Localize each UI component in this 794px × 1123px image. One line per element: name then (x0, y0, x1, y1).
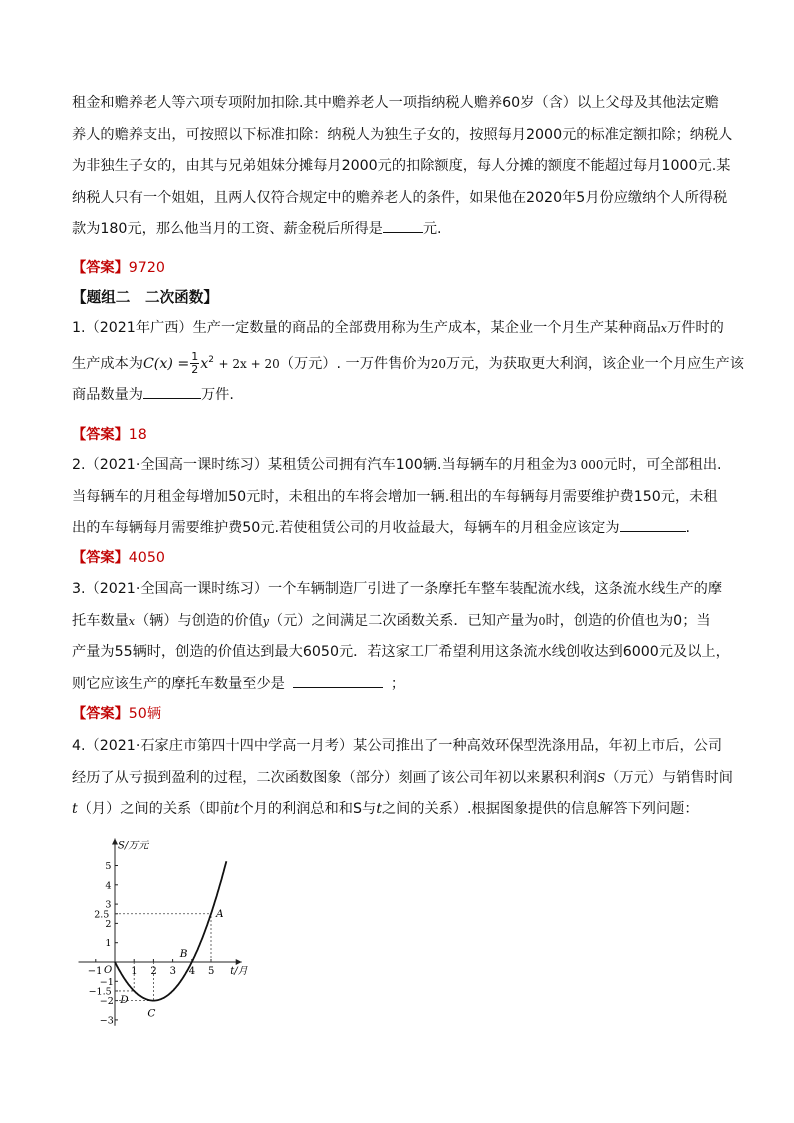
intro-line-5 (72, 214, 726, 246)
answer-label: 【答案】 (72, 427, 129, 443)
q4-line-1: 4.（2021·石家庄市第四十四中学高一月考）某公司推出了一种高效环保型洗涤用品，年初上市后，公司 (72, 738, 723, 754)
question-1 (72, 313, 744, 412)
answer-value: 4050 (128, 550, 165, 566)
q4-var-t: t (72, 801, 78, 818)
point-label-a: A (216, 907, 224, 920)
q3-text-d: 时，创造的价值也为0；当 (545, 612, 711, 629)
x-axis-arrow (236, 959, 242, 965)
q1-text-a: 1.（2021年广西）生产一定数量的商品的全部费用称为生产成本，某企业一个月生产某种商品 (72, 320, 661, 336)
q1-price: 20 (430, 356, 446, 371)
q2-text-c: 出的车每辆每月需要维护费50元.若使租赁公司的月收益最大，每辆车的月租金应该定为 (72, 520, 620, 537)
q4-text-d: 个月的利润总和和S与 (239, 801, 377, 818)
answer-row (72, 548, 165, 568)
answer-value: 18 (128, 427, 147, 443)
answer-label: 【答案】 (72, 706, 129, 722)
answer-row (72, 425, 147, 445)
x-tick-label: 4 (188, 966, 196, 977)
x-axis-label: t/月 (230, 966, 248, 977)
q3-text-f: ； (390, 675, 406, 692)
q4-text-c: （月）之间的关系（即前 (77, 801, 234, 818)
x-tick-label: 1 (131, 966, 138, 977)
x-tick-label: 2 (150, 966, 157, 977)
answer-label: 【答案】 (72, 550, 129, 566)
section-heading: 【题组二 二次函数】 (72, 289, 218, 306)
q1-answer-blank (143, 382, 201, 399)
q1-text-d: （万元）. 一万件售价为 (279, 355, 431, 372)
answer-blank (383, 216, 423, 233)
q1-text-c: 生产成本为 (72, 355, 143, 372)
q2-rent: 3 000 (569, 458, 604, 472)
x-tick-label: −1 (87, 966, 103, 977)
answer-row (72, 258, 165, 278)
q3-line-2 (72, 606, 726, 638)
q3-line-4 (72, 669, 726, 701)
q1-line-2 (72, 345, 744, 381)
q4-var-t: t (376, 801, 382, 818)
q3-zero: 0 (538, 614, 546, 628)
q1-line-1 (72, 313, 726, 345)
q2-text-d: . (685, 520, 691, 537)
q1-formula-lhs: C(x) = (142, 355, 190, 372)
q3-var-x: x (128, 614, 135, 628)
q4-text-b: （万元）与销售时间 (605, 769, 733, 786)
q1-text-f: 商品数量为 (72, 387, 143, 404)
answer-label: 【答案】 (72, 260, 129, 276)
y-tick-label: 2.5 (94, 909, 110, 921)
intro-paragraph (72, 88, 733, 246)
q1-text-b: 万件时的 (667, 320, 724, 336)
answer-row (72, 704, 161, 724)
intro-line-2: 养人的赡养支出，可按照以下标准扣除：纳税人为独生子女的，按照每月2000元的标准定额扣除；纳税人 (72, 126, 733, 143)
q2-answer-blank (620, 515, 686, 532)
answer-value: 50辆 (128, 706, 162, 722)
y-tick-label: 3 (105, 899, 112, 911)
x-tick-label: 3 (169, 966, 176, 977)
q3-answer-blank (293, 671, 383, 688)
intro-line-5-end: 元. (422, 221, 442, 238)
y-tick-label: −1 (99, 976, 114, 988)
point-label-c: C (147, 1007, 156, 1020)
q4-var-t: t (233, 801, 240, 818)
intro-line-1: 租金和赡养老人等六项专项附加扣除.其中赡养老人一项指纳税人赡养60岁（含）以上父母及其他法定赡 (72, 95, 719, 111)
q3-text-e: 则它应该生产的摩托车数量至少是 (72, 675, 285, 692)
q1-fraction (190, 351, 199, 376)
q1-formula-rest: + 2x + 20 (218, 356, 280, 371)
q4-text-e: 之间的关系）.根据图象提供的信息解答下列问题： (381, 801, 699, 818)
q3-text-a: 托车数量 (72, 612, 129, 629)
y-tick-label: −1.5 (88, 986, 112, 998)
q3-text-b: （辆）与创造的价值 (134, 612, 263, 629)
q4-line-2 (72, 763, 733, 795)
question-4 (72, 731, 733, 826)
q1-frac-den: 2 (191, 363, 199, 377)
q4-text-a: 经历了从亏损到盈利的过程，二次函数图象（部分）刻画了该公司年初以来累积利润 (72, 769, 597, 786)
q2-text-a: 2.（2021·全国高一课时练习）某租赁公司拥有汽车100辆.当每辆车的月租金为 (72, 457, 570, 473)
y-tick-label: −3 (99, 1015, 114, 1027)
point-label-d: D (120, 993, 129, 1006)
question-2 (72, 450, 726, 545)
q3-var-y: y (262, 614, 269, 628)
q1-var-x: x (660, 322, 667, 335)
intro-line-3: 为非独生子女的，由其与兄弟姐妹分摊每月2000元的扣除额度，每人分摊的额度不能超过每月1000元.某 (72, 158, 731, 175)
y-tick-label: 1 (105, 938, 112, 950)
q3-line-3: 产量为55辆时，创造的价值达到最大6050元．若这家工厂希望利用这条流水线创收达到6000元及以上， (72, 644, 730, 661)
q2-line-2: 当每辆车的月租金每增加50元时，未租出的车将会增加一辆.租出的车每辆每月需要维护费150元，未租 (72, 488, 718, 505)
q1-frac-num: 1 (191, 350, 199, 364)
q1-text-g: 万件. (200, 387, 234, 404)
intro-line-5-text: 款为180元，那么他当月的工资、薪金税后所得是 (72, 221, 383, 238)
parabola-chart (70, 820, 270, 1030)
answer-value: 9720 (128, 260, 165, 276)
origin-label: O (104, 965, 113, 976)
q1-formula-x: x (200, 355, 209, 372)
question-3 (72, 574, 730, 700)
q1-formula-exp: 2 (208, 354, 215, 365)
y-tick-label: −2 (99, 996, 114, 1008)
q3-text-c: （元）之间满足二次函数关系．已知产量为 (268, 612, 539, 629)
q1-text-e: 万元，为获取更大利润，该企业一个月应生产该 (445, 355, 744, 372)
chart-marks (79, 838, 249, 1026)
y-tick-label: 5 (105, 861, 112, 872)
q4-var-s: S (596, 770, 606, 785)
q1-line-3 (72, 380, 726, 412)
y-tick-label: 4 (105, 880, 112, 892)
q3-line-1: 3.（2021·全国高一课时练习）一个车辆制造厂引进了一条摩托车整车装配流水线，这条流水线生产的摩 (72, 581, 723, 597)
q2-line-3 (72, 513, 726, 545)
point-label-b: B (179, 948, 188, 960)
y-axis-label: S/万元 (118, 840, 149, 852)
q2-line-1 (72, 450, 726, 482)
q2-text-b: 元时，可全部租出. (603, 457, 722, 473)
y-tick-label: 2 (105, 918, 112, 930)
parabola-curve (115, 861, 226, 1000)
intro-line-4: 纳税人只有一个姐姐，且两人仅符合规定中的赡养老人的条件，如果他在2020年5月份应缴纳个人所得税 (72, 189, 728, 206)
x-tick-label: 5 (208, 966, 215, 977)
